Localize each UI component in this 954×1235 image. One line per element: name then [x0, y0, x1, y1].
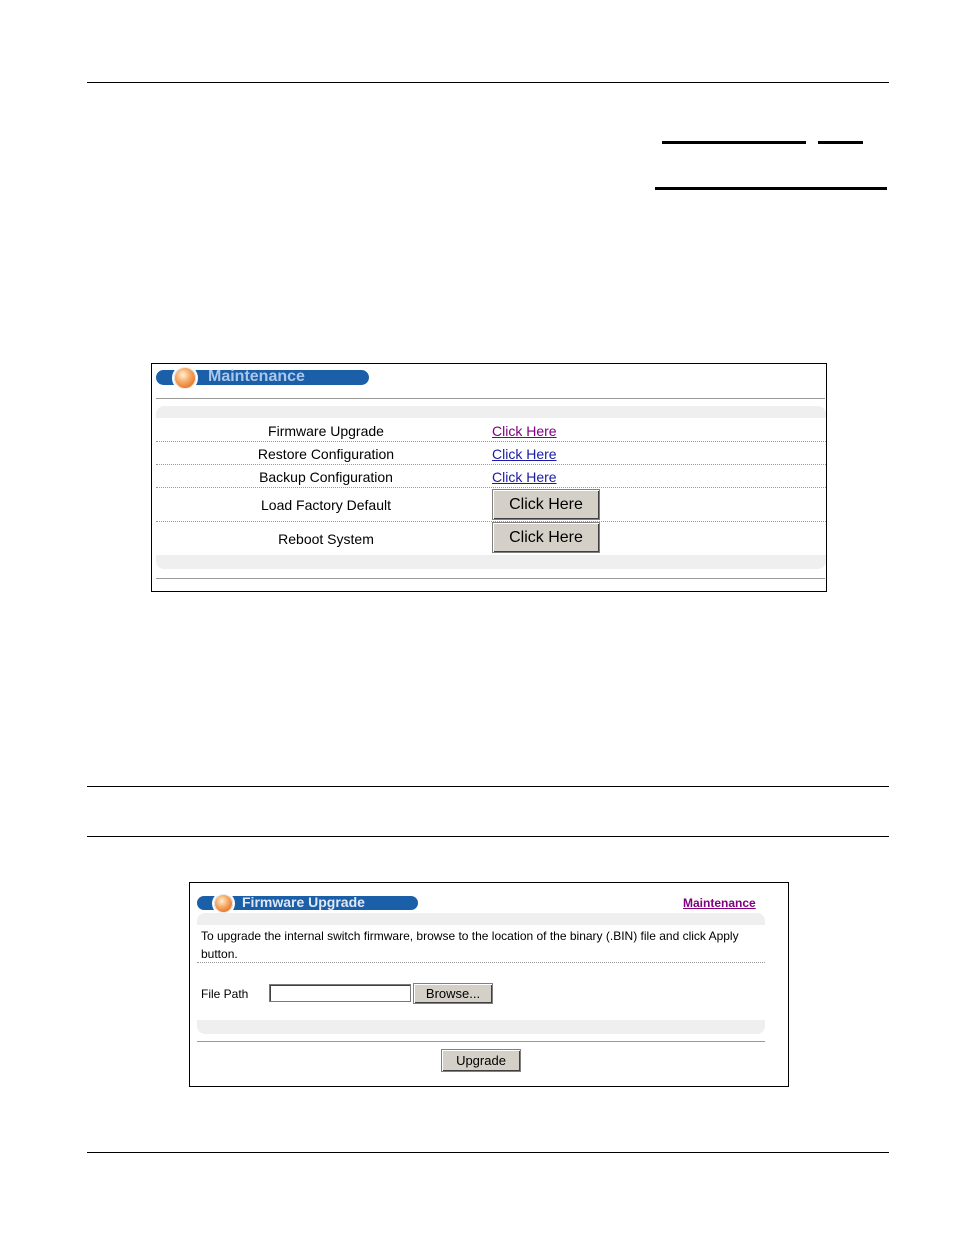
row-label-backup-configuration: Backup Configuration	[259, 469, 393, 485]
header-rule	[87, 82, 889, 83]
backup-configuration-link[interactable]: Click Here	[492, 469, 557, 485]
heading-underline-2	[818, 141, 863, 144]
section-rule-bottom	[87, 836, 889, 837]
list-item	[156, 522, 826, 555]
footer-rule	[87, 1152, 889, 1153]
list-item	[156, 442, 826, 465]
reboot-system-button[interactable]: Click Here	[492, 522, 600, 553]
browse-button[interactable]: Browse...	[413, 983, 493, 1004]
firmware-form	[197, 913, 765, 1034]
row-label-firmware-upgrade: Firmware Upgrade	[268, 423, 384, 439]
firmware-upgrade-link[interactable]: Click Here	[492, 423, 557, 439]
row-label-load-factory-default: Load Factory Default	[261, 497, 391, 513]
list-item	[156, 465, 826, 488]
heading-underline-1	[662, 141, 806, 144]
maintenance-panel	[151, 363, 827, 592]
load-factory-default-button[interactable]: Click Here	[492, 489, 600, 520]
maintenance-back-link[interactable]: Maintenance	[683, 896, 756, 910]
title-divider	[156, 398, 825, 399]
file-path-label: File Path	[201, 987, 249, 1001]
row-label-restore-configuration: Restore Configuration	[257, 446, 395, 462]
firmware-description: To upgrade the internal switch firmware, browse to the location of the binary (.BIN) file and click Apply button.	[201, 929, 739, 961]
description-row	[197, 925, 765, 963]
file-path-input[interactable]	[269, 984, 411, 1002]
bottom-divider	[156, 578, 825, 579]
firmware-title: Firmware Upgrade	[242, 894, 365, 910]
upgrade-button[interactable]: Upgrade	[441, 1049, 521, 1072]
maintenance-list	[156, 406, 826, 569]
file-path-row	[197, 963, 765, 1020]
heading-underline-3	[655, 187, 887, 190]
section-rule-top	[87, 786, 889, 787]
row-label-reboot-system: Reboot System	[278, 531, 374, 547]
orb-icon	[214, 894, 233, 913]
firmware-bottom-divider	[197, 1041, 765, 1042]
maintenance-title: Maintenance	[208, 368, 305, 385]
orb-icon	[174, 367, 196, 389]
list-item	[156, 418, 826, 442]
restore-configuration-link[interactable]: Click Here	[492, 446, 557, 462]
list-item	[156, 488, 826, 522]
firmware-upgrade-panel	[189, 882, 789, 1087]
